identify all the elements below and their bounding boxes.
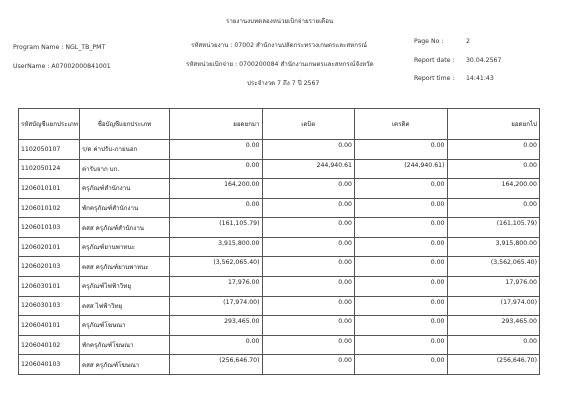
table-row: [19, 237, 540, 257]
credit-cell: 0.00: [355, 277, 448, 297]
debit-cell: 0.00: [262, 218, 355, 238]
debit-cell: 0.00: [262, 198, 355, 218]
account-code-cell: 1206010102: [19, 198, 80, 218]
opening-balance-cell: (17,974.00): [170, 296, 263, 316]
account-name-cell: คสส ครุภัณฑ์สำนักงาน: [80, 218, 170, 238]
account-code-cell: 1206040103: [19, 355, 80, 375]
credit-cell: 0.00: [355, 296, 448, 316]
account-code-cell: 1206030103: [19, 296, 80, 316]
account-code-cell: 1206020101: [19, 237, 80, 257]
account-name-cell: ครุภัณฑ์ยานพาหนะ: [80, 237, 170, 257]
report-time-label: Report time :: [414, 75, 455, 82]
credit-cell: 0.00: [355, 179, 448, 199]
closing-balance-cell: (161,105.79): [447, 218, 540, 238]
closing-balance-cell: 0.00: [447, 159, 540, 179]
account-name-cell: ครุภัณฑ์ไฟฟ้าวิทยุ: [80, 277, 170, 297]
header-opening-balance: ยอดยกมา: [170, 109, 263, 140]
table-header-row: [19, 109, 540, 140]
header-account-name: ชื่อบัญชีแยกประเภท: [80, 109, 170, 140]
account-name-cell: ร/ด ค่าปรับ-ภายนอก: [80, 140, 170, 160]
opening-balance-cell: 293,465.00: [170, 316, 263, 336]
debit-cell: 0.00: [262, 355, 355, 375]
opening-balance-cell: 3,915,800.00: [170, 237, 263, 257]
opening-balance-cell: 17,976.00: [170, 277, 263, 297]
opening-balance-cell: 0.00: [170, 335, 263, 355]
closing-balance-cell: 3,915,800.00: [447, 237, 540, 257]
table-row: [19, 257, 540, 277]
debit-cell: 0.00: [262, 257, 355, 277]
header-credit: เครดิต: [355, 109, 448, 140]
closing-balance-cell: (17,974.00): [447, 296, 540, 316]
page-no-label: Page No :: [414, 38, 444, 45]
account-code-cell: 1206030101: [19, 277, 80, 297]
debit-cell: 0.00: [262, 277, 355, 297]
closing-balance-cell: 17,976.00: [447, 277, 540, 297]
credit-cell: 0.00: [355, 316, 448, 336]
account-code-cell: 1206010101: [19, 179, 80, 199]
closing-balance-cell: 164,200.00: [447, 179, 540, 199]
opening-balance-cell: (161,105.79): [170, 218, 263, 238]
account-name-cell: คสส ไฟฟ้าวิทยุ: [80, 296, 170, 316]
credit-cell: 0.00: [355, 257, 448, 277]
disbursing-unit-line: รหัสหน่วยเบิกจ่าย : 0700200084 สำนักงานเกษตรและสหกรณ์จังหวัด: [186, 61, 374, 68]
account-name-cell: พักครุภัณฑ์โฆษณา: [80, 335, 170, 355]
account-name-cell: คสส ครุภัณฑ์โฆษณา: [80, 355, 170, 375]
table-row: [19, 355, 540, 375]
closing-balance-cell: (256,646.70): [447, 355, 540, 375]
opening-balance-cell: 0.00: [170, 159, 263, 179]
credit-cell: 0.00: [355, 355, 448, 375]
table-row: [19, 198, 540, 218]
trial-balance-table: [18, 108, 540, 375]
account-name-cell: คสส ครุภัณฑ์ยานพาหนะ: [80, 257, 170, 277]
debit-cell: 0.00: [262, 140, 355, 160]
account-name-cell: พักครุภัณฑ์สำนักงาน: [80, 198, 170, 218]
credit-cell: 0.00: [355, 335, 448, 355]
account-name-cell: ครุภัณฑ์สำนักงาน: [80, 179, 170, 199]
header-debit: เดบิต: [262, 109, 355, 140]
debit-cell: 0.00: [262, 179, 355, 199]
table-row: [19, 140, 540, 160]
user-name: UserName : A07002000841001: [13, 63, 111, 70]
account-code-cell: 1206010103: [19, 218, 80, 238]
opening-balance-cell: 0.00: [170, 198, 263, 218]
program-name: Program Name : NGL_TB_PMT: [13, 44, 106, 51]
table-row: [19, 218, 540, 238]
account-name-cell: ค่ารับจาก บก.: [80, 159, 170, 179]
opening-balance-cell: (3,562,065.40): [170, 257, 263, 277]
page-no-value: 2: [466, 38, 470, 45]
closing-balance-cell: (3,562,065.40): [447, 257, 540, 277]
report-date-value: 30.04.2567: [466, 57, 502, 64]
opening-balance-cell: (256,646.70): [170, 355, 263, 375]
debit-cell: 244,940.61: [262, 159, 355, 179]
table-row: [19, 335, 540, 355]
header-account-code: รหัสบัญชีแยกประเภท: [19, 109, 80, 140]
closing-balance-cell: 0.00: [447, 198, 540, 218]
debit-cell: 0.00: [262, 296, 355, 316]
report-date-label: Report date :: [414, 57, 455, 64]
table-row: [19, 277, 540, 297]
table-body: [19, 140, 540, 375]
closing-balance-cell: 293,465.00: [447, 316, 540, 336]
account-code-cell: 1102050107: [19, 140, 80, 160]
header-closing-balance: ยอดยกไป: [447, 109, 540, 140]
account-code-cell: 1206020103: [19, 257, 80, 277]
table-row: [19, 179, 540, 199]
debit-cell: 0.00: [262, 316, 355, 336]
account-code-cell: 1206040102: [19, 335, 80, 355]
report-title: รายงานงบทดลองหน่วยเบิกจ่ายรายเดือน: [226, 18, 334, 25]
credit-cell: (244,940.61): [355, 159, 448, 179]
table-row: [19, 159, 540, 179]
debit-cell: 0.00: [262, 237, 355, 257]
closing-balance-cell: 0.00: [447, 335, 540, 355]
credit-cell: 0.00: [355, 237, 448, 257]
credit-cell: 0.00: [355, 198, 448, 218]
account-code-cell: 1206040101: [19, 316, 80, 336]
closing-balance-cell: 0.00: [447, 140, 540, 160]
account-code-cell: 1102050124: [19, 159, 80, 179]
debit-cell: 0.00: [262, 335, 355, 355]
credit-cell: 0.00: [355, 218, 448, 238]
opening-balance-cell: 0.00: [170, 140, 263, 160]
opening-balance-cell: 164,200.00: [170, 179, 263, 199]
account-name-cell: ครุภัณฑ์โฆษณา: [80, 316, 170, 336]
table-row: [19, 316, 540, 336]
report-period: ประจำงวด 7 ถึง 7 ปี 2567: [247, 80, 320, 87]
credit-cell: 0.00: [355, 140, 448, 160]
table-row: [19, 296, 540, 316]
report-time-value: 14:41:43: [466, 75, 494, 82]
agency-line: รหัสหน่วยงาน : 07002 สำนักงานปลัดกระทรวงเกษตรและสหกรณ์: [191, 42, 368, 49]
